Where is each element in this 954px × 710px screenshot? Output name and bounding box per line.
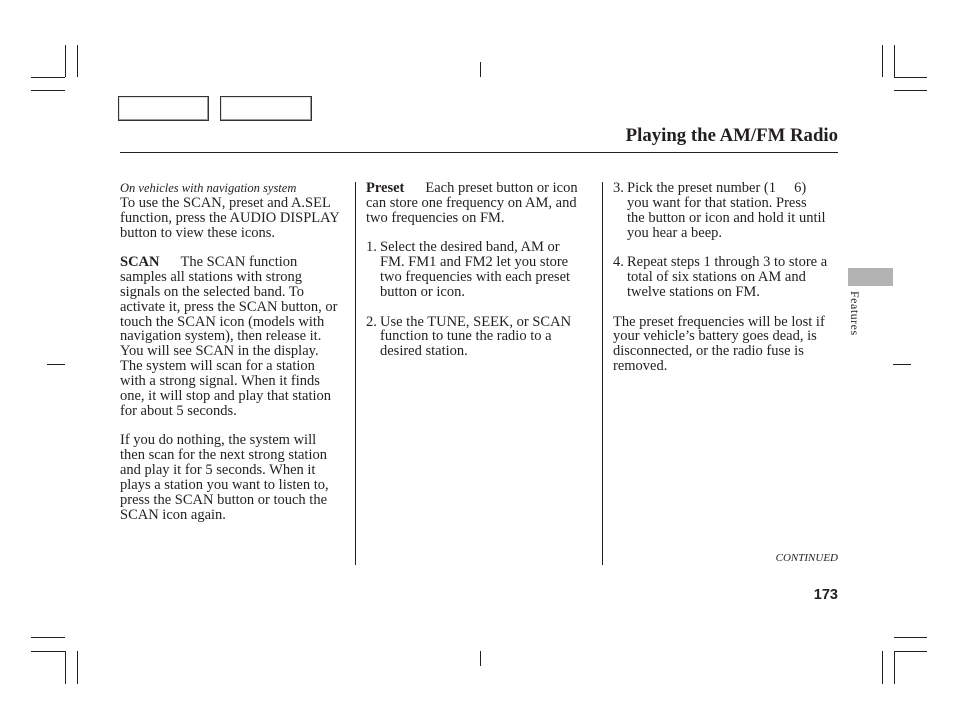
preset-loss-note: The preset frequencies will be lost if your vehicle’s battery goes dead, is disconnected, or the radio fuse is removed. (613, 313, 825, 375)
crop-mark (480, 62, 481, 77)
preset-paragraph (366, 181, 596, 226)
crop-mark (77, 651, 78, 684)
column-divider (602, 182, 603, 565)
step-text: Repeat steps 1 through 3 to store a total of six stations on AM and twelve stations on FM. (627, 254, 828, 300)
navigation-note: On vehicles with navigation system (120, 181, 297, 195)
column-3 (613, 181, 839, 389)
step-number: 4. (613, 254, 624, 271)
crop-mark (77, 45, 78, 77)
column-2 (366, 181, 596, 374)
list-item (613, 181, 839, 240)
scan-heading: SCAN (120, 254, 160, 271)
crop-mark (894, 77, 927, 78)
header-box-left (118, 96, 209, 121)
crop-mark (894, 651, 927, 652)
crop-mark (65, 651, 66, 684)
crop-mark (894, 651, 895, 684)
crop-mark (894, 637, 927, 638)
crop-mark (882, 45, 883, 77)
crop-mark (480, 651, 481, 666)
step-number: 2. (366, 313, 377, 330)
step-text: Use the TUNE, SEEK, or SCAN function to tune the radio to a desired station. (380, 313, 572, 360)
intro-paragraph: To use the SCAN, preset and A.SEL function, press the AUDIO DISPLAY button to view these icons. (120, 194, 340, 241)
crop-mark (65, 45, 66, 77)
list-item (613, 255, 839, 300)
step-text: Pick the preset number (1 6) you want for that station. Press the button or icon and hold it until you hear a beep. (627, 180, 826, 241)
scan-text: The SCAN function samples all stations with strong signals on the selected band. To activate it, press the SCAN button, or touch the SCAN icon (models with navigation system), then release it. You will see SCAN in the display. The system will scan for a station with a strong signal. When it finds one, it will stop and play that station for about 5 seconds. (120, 254, 338, 419)
step-text: Select the desired band, AM or FM. FM1 and FM2 let you store two frequencies with each preset button or icon. (380, 239, 571, 300)
scan-paragraph (120, 255, 348, 418)
step-number: 1. (366, 239, 377, 256)
scan-followup-paragraph: If you do nothing, the system will then scan for the next strong station and play it for 5 seconds. When it plays a station you want to listen to, press the SCAN button or touch the SCAN icon again. (120, 432, 329, 523)
crop-mark (893, 364, 911, 365)
crop-mark (31, 90, 65, 91)
title-rule (120, 152, 838, 153)
crop-mark (31, 77, 65, 78)
preset-heading: Preset (366, 180, 405, 196)
crop-mark (47, 364, 65, 365)
page-title: Playing the AM/FM Radio (625, 125, 838, 146)
crop-mark (31, 637, 65, 638)
column-divider (355, 182, 356, 565)
step-number: 3. (613, 180, 624, 196)
list-item (366, 240, 596, 299)
column-1 (120, 181, 348, 537)
preset-text: Each preset button or icon can store one frequency on AM, and two frequencies on FM. (366, 180, 578, 226)
crop-mark (894, 90, 927, 91)
list-item (366, 315, 596, 360)
page-number: 173 (813, 587, 838, 603)
crop-mark (882, 651, 883, 684)
continued-label: CONTINUED (775, 552, 838, 564)
section-tab-label: Features (848, 291, 862, 336)
crop-mark (894, 45, 895, 77)
crop-mark (31, 651, 65, 652)
header-box-right (220, 96, 312, 121)
section-tab (848, 268, 893, 286)
